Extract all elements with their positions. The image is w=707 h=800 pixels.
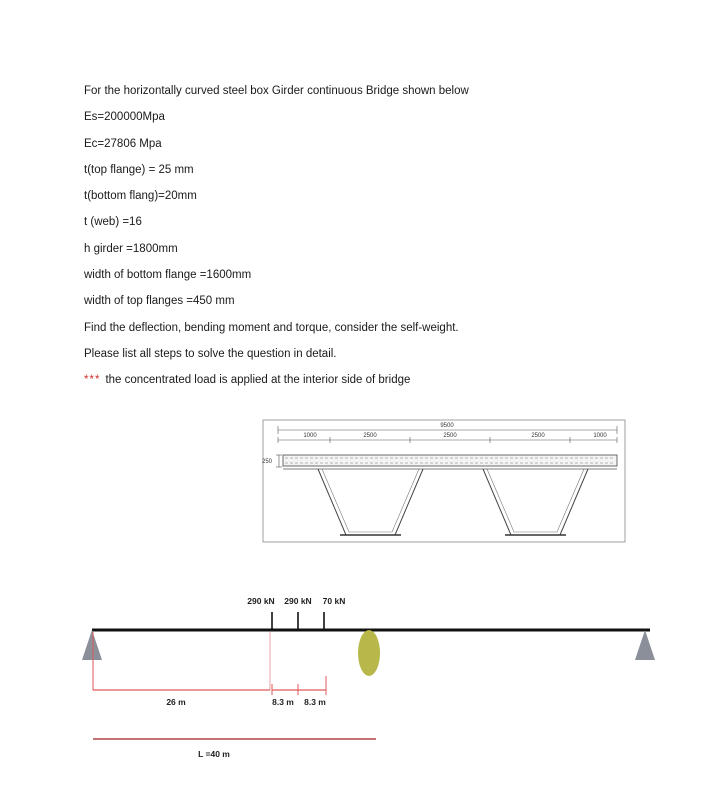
box-girder-left-inner [322, 469, 419, 532]
segment-label-5: 1000 [593, 433, 607, 439]
segment-label-3: 2500 [443, 433, 457, 439]
steel-modulus: Es=200000Mpa [84, 111, 165, 124]
problem-intro: For the horizontally curved steel box Girder continuous Bridge shown below [84, 85, 469, 97]
spacing-label-1: 8.3 m [272, 697, 294, 707]
highlight-marker [358, 630, 380, 676]
box-girder-left [318, 469, 423, 535]
note-marker: *** [84, 374, 101, 387]
total-width-label: 9500 [440, 423, 454, 429]
box-girder-right [483, 469, 588, 535]
task-statement: Find the deflection, bending moment and torque, consider the self-weight. [84, 321, 459, 334]
left-support [82, 630, 102, 660]
beam-diagram [82, 596, 655, 759]
deck-slab [283, 455, 617, 466]
span-label: L =40 m [198, 749, 230, 759]
concrete-modulus: Ec=27806 Mpa [84, 137, 162, 150]
segment-label-1: 1000 [303, 433, 317, 439]
instruction: Please list all steps to solve the question in detail. [84, 347, 337, 360]
segment-label-4: 2500 [531, 433, 545, 439]
load-label-2: 290 kN [284, 596, 312, 606]
note-text: the concentrated load is applied at the interior side of bridge [105, 374, 411, 387]
spacing-label-2: 8.3 m [304, 697, 326, 707]
box-girder-right-inner [487, 469, 584, 532]
top-flange-thickness: t(top flange) = 25 mm [84, 163, 194, 176]
web-thickness: t (web) =16 [84, 216, 142, 229]
slab-thickness-label: 250 [262, 459, 273, 465]
bottom-flange-width: width of bottom flange =1600mm [84, 269, 252, 282]
load-label-1: 290 kN [247, 596, 275, 606]
cross-section-drawing [262, 420, 625, 542]
segment-label-2: 2500 [363, 433, 377, 439]
bottom-flange-thickness: t(bottom flang)=20mm [84, 190, 197, 203]
top-flange-width: width of top flanges =450 mm [84, 295, 235, 308]
girder-height: h girder =1800mm [84, 242, 178, 255]
dim-26-label: 26 m [166, 697, 186, 707]
load-label-3: 70 kN [322, 596, 346, 606]
right-support [635, 630, 655, 660]
